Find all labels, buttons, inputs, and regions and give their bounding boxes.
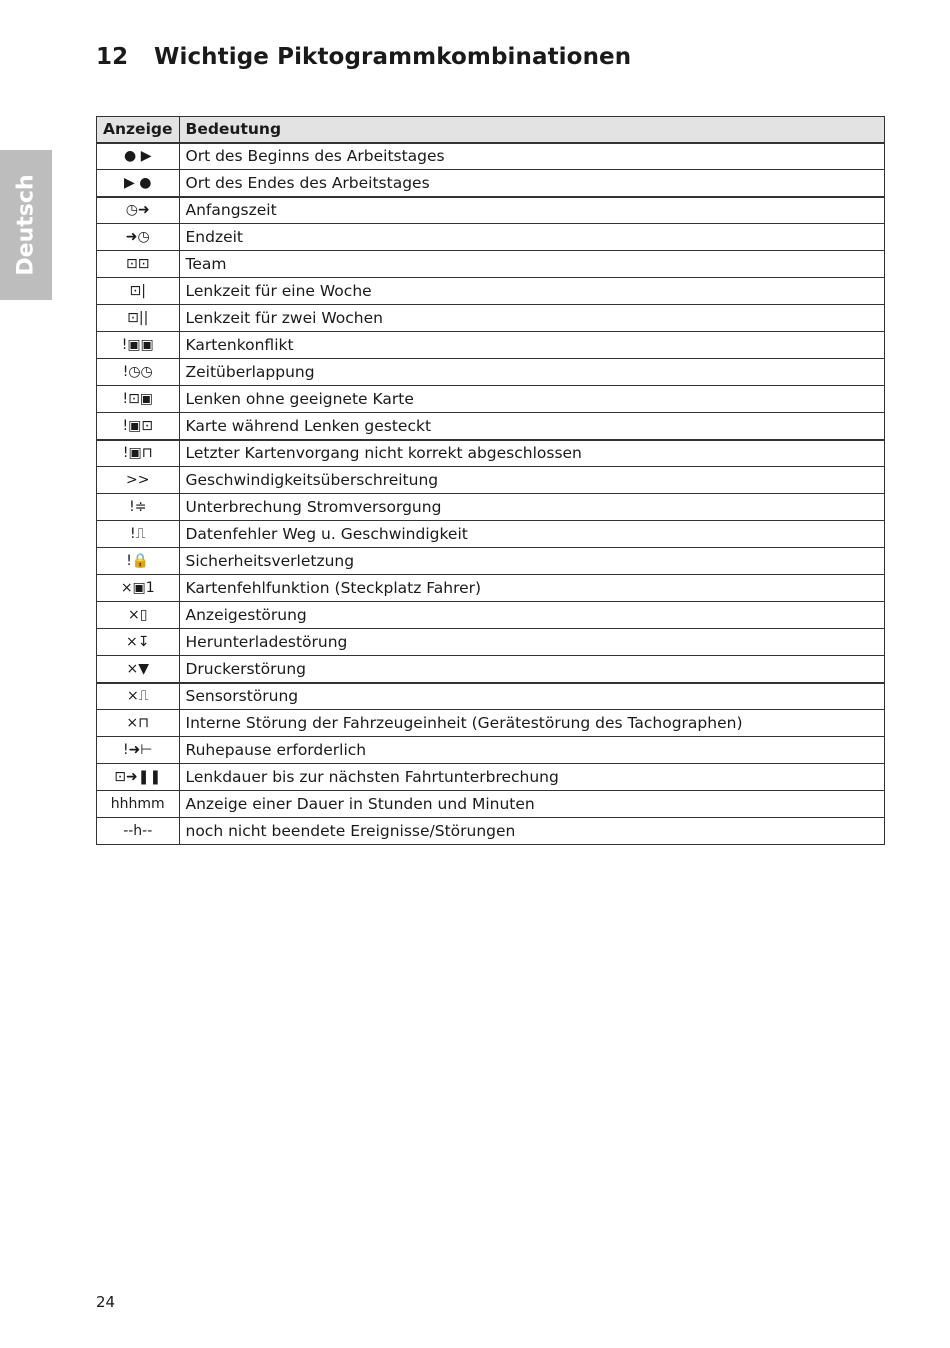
pictogram-combination: !▣⊓ [97,440,180,467]
pictogram-combination: ×▼ [97,656,180,683]
table-row [97,710,885,737]
table-row [97,656,885,683]
pictogram-meaning: Sicherheitsverletzung [179,548,885,575]
table-row [97,467,885,494]
column-header-display: Anzeige [97,117,180,143]
table-row [97,818,885,845]
table-row [97,143,885,170]
pictogram-combination: ➜◷ [97,224,180,251]
table-header-row [97,117,885,143]
table-row [97,737,885,764]
pictogram-combination: hhhmm [97,791,180,818]
pictogram-meaning: Ruhepause erforderlich [179,737,885,764]
table-row [97,575,885,602]
pictogram-combination: !◷◷ [97,359,180,386]
table-row [97,764,885,791]
language-side-tab [0,150,52,300]
pictogram-meaning: Unterbrechung Stromversorgung [179,494,885,521]
pictogram-combination: ×⊓ [97,710,180,737]
section-title: Wichtige Piktogrammkombinationen [154,44,632,70]
pictogram-combination: !⊡▣ [97,386,180,413]
pictogram-combination: ● ▶ [97,143,180,170]
pictogram-meaning: Letzter Kartenvorgang nicht korrekt abgeschlossen [179,440,885,467]
pictogram-meaning: Lenken ohne geeignete Karte [179,386,885,413]
pictogram-combination: !≑ [97,494,180,521]
pictogram-combination: >> [97,467,180,494]
table-row [97,224,885,251]
table-row [97,548,885,575]
pictogram-combination: ⊡|| [97,305,180,332]
pictogram-meaning: Endzeit [179,224,885,251]
table-body [97,143,885,845]
page-number: 24 [96,1293,116,1311]
pictogram-meaning: Lenkzeit für zwei Wochen [179,305,885,332]
pictogram-table [96,116,885,845]
pictogram-combination: ×⎍ [97,683,180,710]
pictogram-combination: ×▣1 [97,575,180,602]
pictogram-combination: ×▯ [97,602,180,629]
table-row [97,170,885,197]
table-row [97,791,885,818]
table-row [97,305,885,332]
pictogram-meaning: Zeitüberlappung [179,359,885,386]
table-row [97,440,885,467]
table-row [97,413,885,440]
table-row [97,629,885,656]
section-heading [96,44,631,70]
pictogram-meaning: Karte während Lenken gesteckt [179,413,885,440]
pictogram-meaning: Lenkdauer bis zur nächsten Fahrtunterbrechung [179,764,885,791]
pictogram-meaning: Kartenfehlfunktion (Steckplatz Fahrer) [179,575,885,602]
pictogram-combination: !▣▣ [97,332,180,359]
column-header-meaning: Bedeutung [179,117,885,143]
pictogram-meaning: Geschwindigkeitsüberschreitung [179,467,885,494]
pictogram-combination: ⊡| [97,278,180,305]
table-row [97,494,885,521]
pictogram-combination: ◷➜ [97,197,180,224]
pictogram-meaning: Anfangszeit [179,197,885,224]
pictogram-meaning: Ort des Endes des Arbeitstages [179,170,885,197]
pictogram-combination: ×↧ [97,629,180,656]
pictogram-meaning: noch nicht beendete Ereignisse/Störungen [179,818,885,845]
pictogram-combination: ⊡⊡ [97,251,180,278]
table-row [97,602,885,629]
table-row [97,359,885,386]
pictogram-meaning: Anzeigestörung [179,602,885,629]
table-row [97,521,885,548]
pictogram-meaning: Kartenkonflikt [179,332,885,359]
pictogram-combination: ⊡➜❚❚ [97,764,180,791]
pictogram-meaning: Herunterladestörung [179,629,885,656]
pictogram-meaning: Lenkzeit für eine Woche [179,278,885,305]
pictogram-combination: !⎍ [97,521,180,548]
table-row [97,251,885,278]
pictogram-combination: ▶ ● [97,170,180,197]
pictogram-meaning: Ort des Beginns des Arbeitstages [179,143,885,170]
table-row [97,683,885,710]
pictogram-meaning: Interne Störung der Fahrzeugeinheit (Gerätestörung des Tachographen) [179,710,885,737]
section-number: 12 [96,44,129,70]
table-row [97,278,885,305]
language-label: Deutsch [13,174,39,276]
table-row [97,197,885,224]
table-row [97,332,885,359]
pictogram-meaning: Anzeige einer Dauer in Stunden und Minuten [179,791,885,818]
pictogram-meaning: Sensorstörung [179,683,885,710]
pictogram-combination: !🔒 [97,548,180,575]
pictogram-meaning: Druckerstörung [179,656,885,683]
pictogram-combination: !▣⊡ [97,413,180,440]
pictogram-combination: !➜⊢ [97,737,180,764]
pictogram-meaning: Datenfehler Weg u. Geschwindigkeit [179,521,885,548]
pictogram-meaning: Team [179,251,885,278]
table-row [97,386,885,413]
pictogram-combination: --h-- [97,818,180,845]
